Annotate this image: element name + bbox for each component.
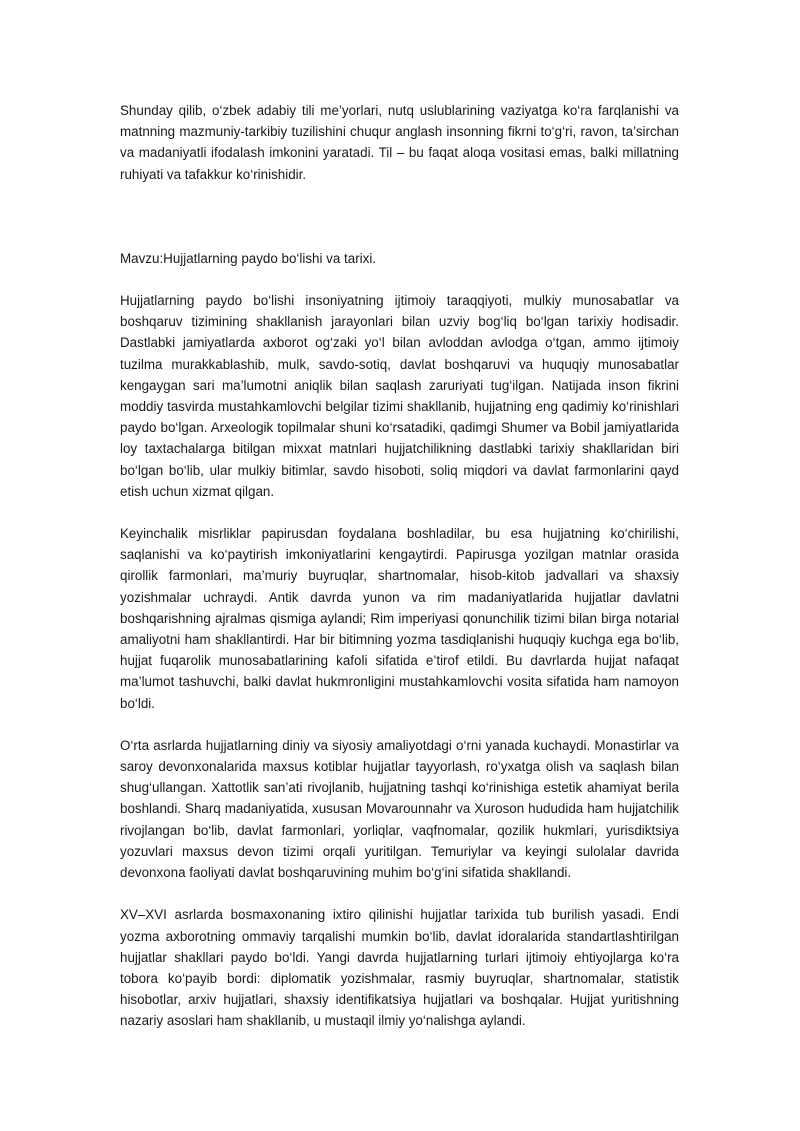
topic-heading: Mavzu:Hujjatlarning paydo bo‘lishi va tarixi. [120,250,377,266]
body-paragraph-middle-ages: O‘rta asrlarda hujjatlarning diniy va siyosiy amaliyotdagi o‘rni yanada kuchaydi. Monastirlar va saroy devonxonalarida maxsus kotiblar hujjatlar tayyorlash, ro‘yxatga olish va saqlash bilan shug‘ullangan. Xattotlik san’ati rivojlanib, hujjatning tashqi ko‘rinishiga estetik ahamiyat berila boshlandi. Sharq madaniyatida, xususan Movarounnahr va Xuroson hududida ham hujjatchilik rivojlangan bo‘lib, davlat farmonlari, yorliqlar, vaqfnomalar, qozilik hukmlari, yurisdiktsiya yozuvlari maxsus devon tizimi orqali yuritilgan. Temuriylar va keyingi sulolalar davrida devonxona faoliyati davlat boshqaruvining muhim bo‘g‘ini sifatida shakllandi. [120,737,679,881]
intro-paragraph: Shunday qilib, o‘zbek adabiy tili me’yorlari, nutq uslublarining vaziyatga ko‘ra farqlanishi va matnning mazmuniy-tarkibiy tuzilishini chuqur anglash insonning fikrni to‘g‘ri, ravon, ta’sirchan va madaniyatli ifodalash imkonini yaratadi. Til – bu faqat aloqa vositasi emas, balki millatning ruhiyati va tafakkur ko‘rinishidir. [120,103,679,182]
document-body [120,100,679,1032]
body-paragraph-printing-era: XV–XVI asrlarda bosmaxonaning ixtiro qilinishi hujjatlar tarixida tub burilish yasadi. Endi yozma axborotning ommaviy tarqalishi mumkin bo‘lib, davlat idoralarida standartlashtirilgan hujjatlar shakllari paydo bo‘ldi. Yangi davrda hujjatlarning turlari ijtimoiy ehtiyojlarga ko‘ra tobora ko‘payib bordi: diplomatik yozishmalar, rasmiy buyruqlar, shartnomalar, statistik hisobotlar, arxiv hujjatlari, shaxsiy identifikatsiya hujjatlari va boshqalar. Hujjat yuritishning nazariy asoslari ham shakllanib, u mustaqil ilmiy yo‘nalishga aylandi. [120,907,679,1029]
body-paragraph-papyrus-antiquity: Keyinchalik misrliklar papirusdan foydalana boshladilar, bu esa hujjatning ko‘chirilishi, saqlanishi va ko‘paytirish imkoniyatlarini kengaytirdi. Papirusga yozilgan matnlar orasida qirollik farmonlari, ma’muriy buyruqlar, shartnomalar, hisob-kitob jadvallari va shaxsiy yozishmalar uchraydi. Antik davrda yunon va rim madaniyatlarida hujjatlar davlatni boshqarishning ajralmas qismiga aylandi; Rim imperiyasi qonunchilik tizimi bilan birga notarial amaliyotni ham shakllantirdi. Har bir bitimning yozma tasdiqlanishi huquqiy kuchga ega bo‘lib, hujjat fuqarolik munosabatlarining kafoli sifatida e’tirof etildi. Bu davrlarda hujjat nafaqat ma’lumot tashuvchi, balki davlat hukmronligini mustahkamlovchi vosita sifatida ham namoyon bo‘ldi. [120,526,679,711]
body-paragraph-origins: Hujjatlarning paydo bo‘lishi insoniyatning ijtimoiy taraqqiyoti, mulkiy munosabatlar va boshqaruv tizimining shakllanish jarayonlari bilan uzviy bog‘liq bo‘lgan tarixiy hodisadir. Dastlabki jamiyatlarda axborot og‘zaki yo‘l bilan avloddan avlodga o‘tgan, ammo ijtimoiy tuzilma murakkablashib, mulk, savdo-sotiq, davlat boshqaruvi va huquqiy munosabatlar kengaygan sari ma’lumotni aniqlik bilan saqlash zaruriyati tug‘ilgan. Natijada inson fikrini moddiy tasvirda mustahkamlovchi belgilar tizimi shakllanib, hujjatning eng qadimiy ko‘rinishlari paydo bo‘lgan. Arxeologik topilmalar shuni ko‘rsatadiki, qadimgi Shumer va Bobil jamiyatlarida loy taxtachalarga bitilgan mixxat matnlari hujjatchilikning dastlabki tarixiy shakllaridan biri bo‘lgan bo‘lib, ular mulkiy bitimlar, savdo hisoboti, soliq miqdori va davlat farmonlarini qayd etish uchun xizmat qilgan. [120,293,679,499]
